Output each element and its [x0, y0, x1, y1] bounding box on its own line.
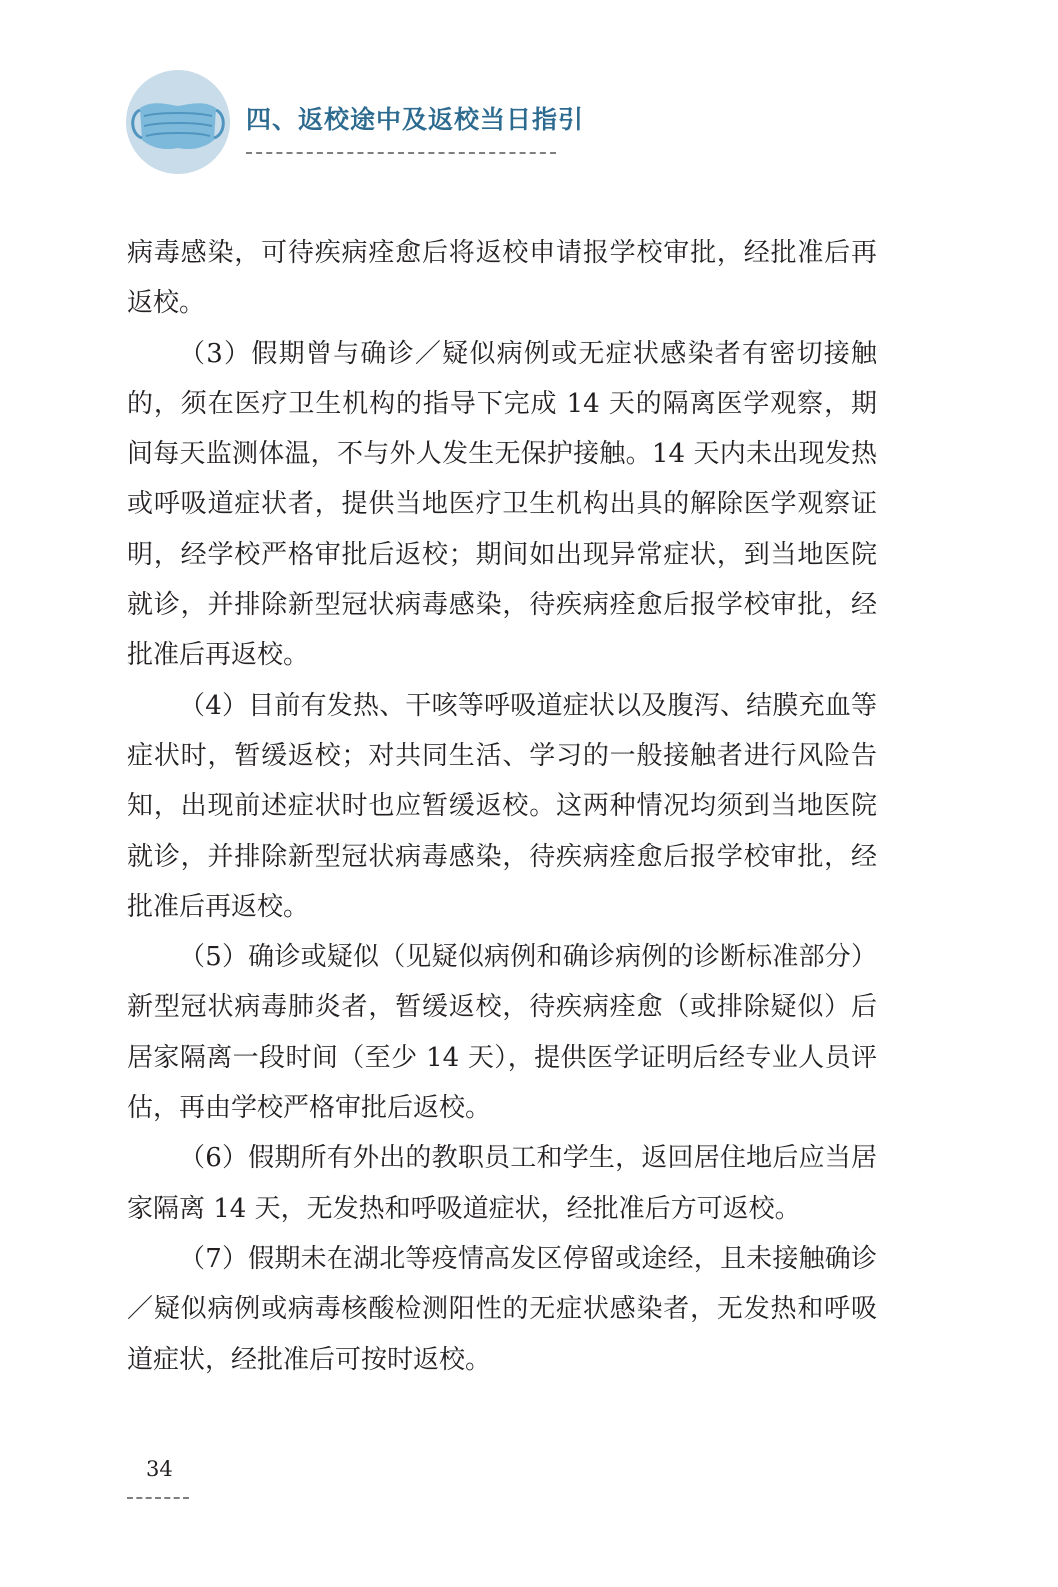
- face-mask-icon: [126, 70, 230, 174]
- paragraph-item-5: （5）确诊或疑似（见疑似病例和确诊病例的诊断标准部分）新型冠状病毒肺炎者，暂缓返校，待疾病痊愈（或排除疑似）后居家隔离一段时间（至少 14 天），提供医学证明后经专业人员评估，再由学校严格审批后返校。: [127, 942, 877, 1124]
- paragraph-item-4: （4）目前有发热、干咳等呼吸道症状以及腹泻、结膜充血等症状时，暂缓返校；对共同生活、学习的一般接触者进行风险告知，出现前述症状时也应暂缓返校。这两种情况均须到当地医院就诊，并排除新型冠状病毒感染，待疾病痊愈后报学校审批，经批准后再返校。: [127, 690, 877, 922]
- footer-divider: [127, 1497, 189, 1499]
- section-title: 四、返校途中及返校当日指引: [246, 105, 585, 134]
- paragraph-item-3: （3）假期曾与确诊／疑似病例或无症状感染者有密切接触的，须在医疗卫生机构的指导下完成 14 天的隔离医学观察，期间每天监测体温，不与外人发生无保护接触。14 天内未出现发热或呼吸道症状者，提供当地医疗卫生机构出具的解除医学观察证明，经学校严格审批后返校；期间如出现异常症状，到当地医院就诊，并排除新型冠状病毒感染，待疾病痊愈后报学校审批，经批准后再返校。: [127, 338, 877, 671]
- body-content: [127, 228, 877, 1385]
- page-number: 34: [146, 1457, 173, 1481]
- title-divider: [246, 152, 556, 154]
- paragraph-item-7: （7）假期未在湖北等疫情高发区停留或途经，且未接触确诊／疑似病例或病毒核酸检测阳性的无症状感染者，无发热和呼吸道症状，经批准后可按时返校。: [127, 1243, 877, 1375]
- paragraph-continuation: 病毒感染，可待疾病痊愈后将返校申请报学校审批，经批准后再返校。: [127, 238, 877, 319]
- page-header: [0, 0, 1058, 200]
- paragraph-item-6: （6）假期所有外出的教职员工和学生，返回居住地后应当居家隔离 14 天，无发热和呼吸道症状，经批准后方可返校。: [127, 1143, 877, 1224]
